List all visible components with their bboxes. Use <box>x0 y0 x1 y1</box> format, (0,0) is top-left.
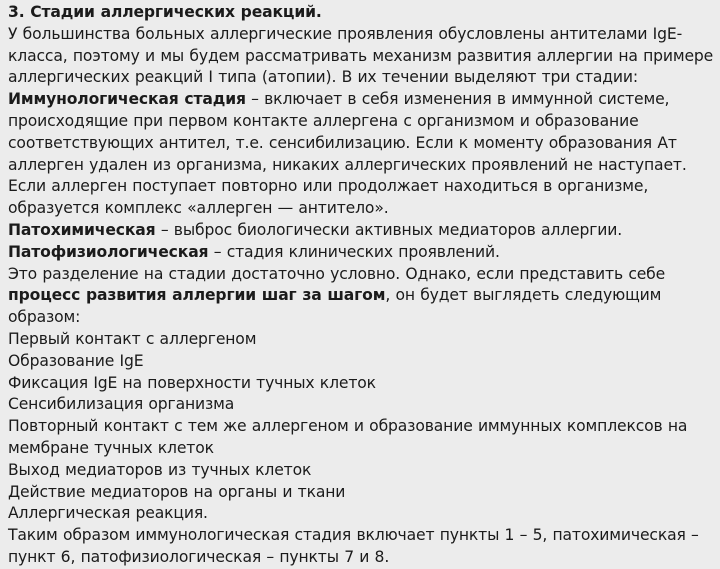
stage-3-term: Патофизиологическая <box>8 242 209 261</box>
intro-paragraph: У большинства больных аллергические проявления обусловлены антителами IgE-класса, поэтому и мы будем рассматривать механизм развития аллергии на примере аллергических реакций I типа (атопии). В их течении выделяют три стадии: <box>8 24 714 87</box>
document-body <box>8 2 716 569</box>
stage-1-term: Иммунологическая стадия <box>8 90 246 109</box>
stage-2-term: Патохимическая <box>8 220 156 239</box>
step-item: Действие медиаторов на органы и ткани <box>8 482 346 501</box>
stage-1-text: – включает в себя изменения в иммунной системе, происходящие при первом контакте аллергена с организмом и образование соответствующих антител, т.е. сенсибилизацию. Если к моменту образования Ат аллерген удален из организма, никаких аллергических проявлений не наступает. Если аллерген поступает повторно или продолжает находиться в организме, образуется комплекс «аллерген — антитело». <box>8 90 687 218</box>
step-item: Повторный контакт с тем же аллергеном и образование иммунных комплексов на мембране тучных клеток <box>8 417 688 457</box>
section-title: 3. Стадии аллергических реакций. <box>8 3 322 21</box>
step-item: Сенсибилизация организма <box>8 395 235 414</box>
process-term: процесс развития аллергии шаг за шагом <box>8 286 386 305</box>
step-item: Аллергическая реакция. <box>8 504 208 523</box>
process-paragraph <box>8 264 716 329</box>
step-item: Фиксация IgE на поверхности тучных клеток <box>8 373 376 392</box>
stage-2-text: – выброс биологически активных медиаторов аллергии. <box>155 220 623 239</box>
stage-2-paragraph <box>8 220 716 242</box>
step-item: Образование IgE <box>8 351 144 370</box>
stage-3-text: – стадия клинических проявлений. <box>208 242 500 261</box>
step-item: Выход медиаторов из тучных клеток <box>8 460 312 479</box>
stage-3-paragraph <box>8 242 716 264</box>
process-pre: Это разделение на стадии достаточно условно. Однако, если представить себе <box>8 264 666 283</box>
process-post: , он будет выглядеть следующим образом: <box>8 286 662 327</box>
conclusion-paragraph: Таким образом иммунологическая стадия включает пункты 1 – 5, патохимическая – пункт 6, патофизиологическая – пункты 7 и 8. <box>8 526 699 566</box>
step-item: Первый контакт с аллергеном <box>8 329 257 348</box>
stage-1-paragraph <box>8 89 716 220</box>
